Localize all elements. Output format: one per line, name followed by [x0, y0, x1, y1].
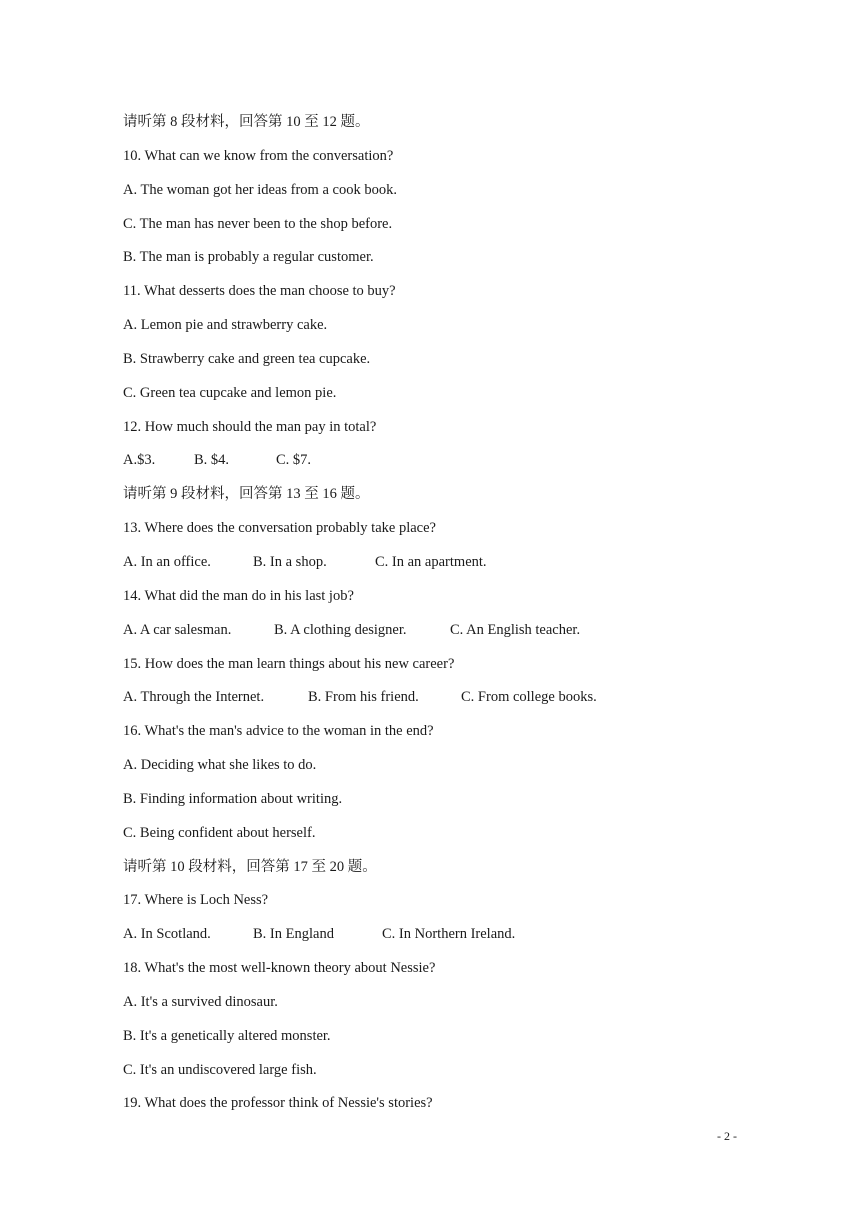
page-content [123, 111, 763, 1126]
q15-option-a: A. Through the Internet. [123, 689, 265, 706]
q16-option-a: A. Deciding what she likes to do. [123, 757, 317, 774]
q14-option-b: B. A clothing designer. [274, 621, 407, 638]
page-number: - 2 - [717, 1129, 737, 1143]
q14-options-row [123, 619, 763, 653]
q11-option-a: A. Lemon pie and strawberry cake. [123, 317, 328, 334]
question-18: 18. What's the most well-known theory about Nessie? [123, 960, 436, 977]
question-10: 10. What can we know from the conversation? [123, 147, 394, 164]
question-14: 14. What did the man do in his last job? [123, 587, 354, 604]
q16-option-c: C. Being confident about herself. [123, 824, 316, 841]
section-heading-10: 请听第 10 段材料，回答第 17 至 20 题。 [123, 858, 377, 875]
q13-options-row [123, 551, 763, 585]
q12-option-a: A.$3. [123, 452, 156, 469]
q14-option-a: A. A car salesman. [123, 621, 232, 638]
q17-option-c: C. In Northern Ireland. [382, 926, 516, 943]
q11-option-c: C. Green tea cupcake and lemon pie. [123, 384, 337, 401]
section-heading-8: 请听第 8 段材料，回答第 10 至 12 题。 [123, 114, 370, 130]
q18-option-a: A. It's a survived dinosaur. [123, 993, 278, 1010]
question-15: 15. How does the man learn things about his new career? [123, 655, 455, 672]
q12-options-row [123, 449, 763, 483]
q18-option-c: C. It's an undiscovered large fish. [123, 1061, 317, 1078]
question-16: 16. What's the man's advice to the woman in the end? [123, 723, 434, 740]
question-13: 13. Where does the conversation probably take place? [123, 520, 436, 537]
q13-option-b: B. In a shop. [253, 553, 327, 570]
question-12: 12. How much should the man pay in total? [123, 418, 377, 435]
q11-option-b: B. Strawberry cake and green tea cupcake. [123, 350, 371, 367]
q18-option-b: B. It's a genetically altered monster. [123, 1027, 331, 1044]
section-heading-9: 请听第 9 段材料，回答第 13 至 16 题。 [123, 486, 370, 503]
q15-option-b: B. From his friend. [308, 689, 419, 706]
q14-option-c: C. An English teacher. [450, 621, 581, 638]
q10-option-c: C. The man has never been to the shop before. [123, 215, 393, 232]
q13-option-c: C. In an apartment. [375, 553, 487, 570]
q10-option-a: A. The woman got her ideas from a cook book. [123, 181, 397, 198]
q15-option-c: C. From college books. [461, 689, 597, 706]
q15-options-row [123, 686, 763, 720]
question-17: 17. Where is Loch Ness? [123, 892, 269, 909]
q17-options-row [123, 923, 763, 957]
question-11: 11. What desserts does the man choose to buy? [123, 283, 396, 300]
q17-option-a: A. In Scotland. [123, 926, 211, 943]
q12-option-b: B. $4. [194, 452, 230, 469]
q17-option-b: B. In England [253, 926, 334, 943]
question-19: 19. What does the professor think of Nessie's stories? [123, 1095, 433, 1112]
q16-option-b: B. Finding information about writing. [123, 790, 343, 807]
q12-option-c: C. $7. [276, 452, 312, 469]
q10-option-b: B. The man is probably a regular customer. [123, 249, 374, 266]
q13-option-a: A. In an office. [123, 553, 211, 570]
